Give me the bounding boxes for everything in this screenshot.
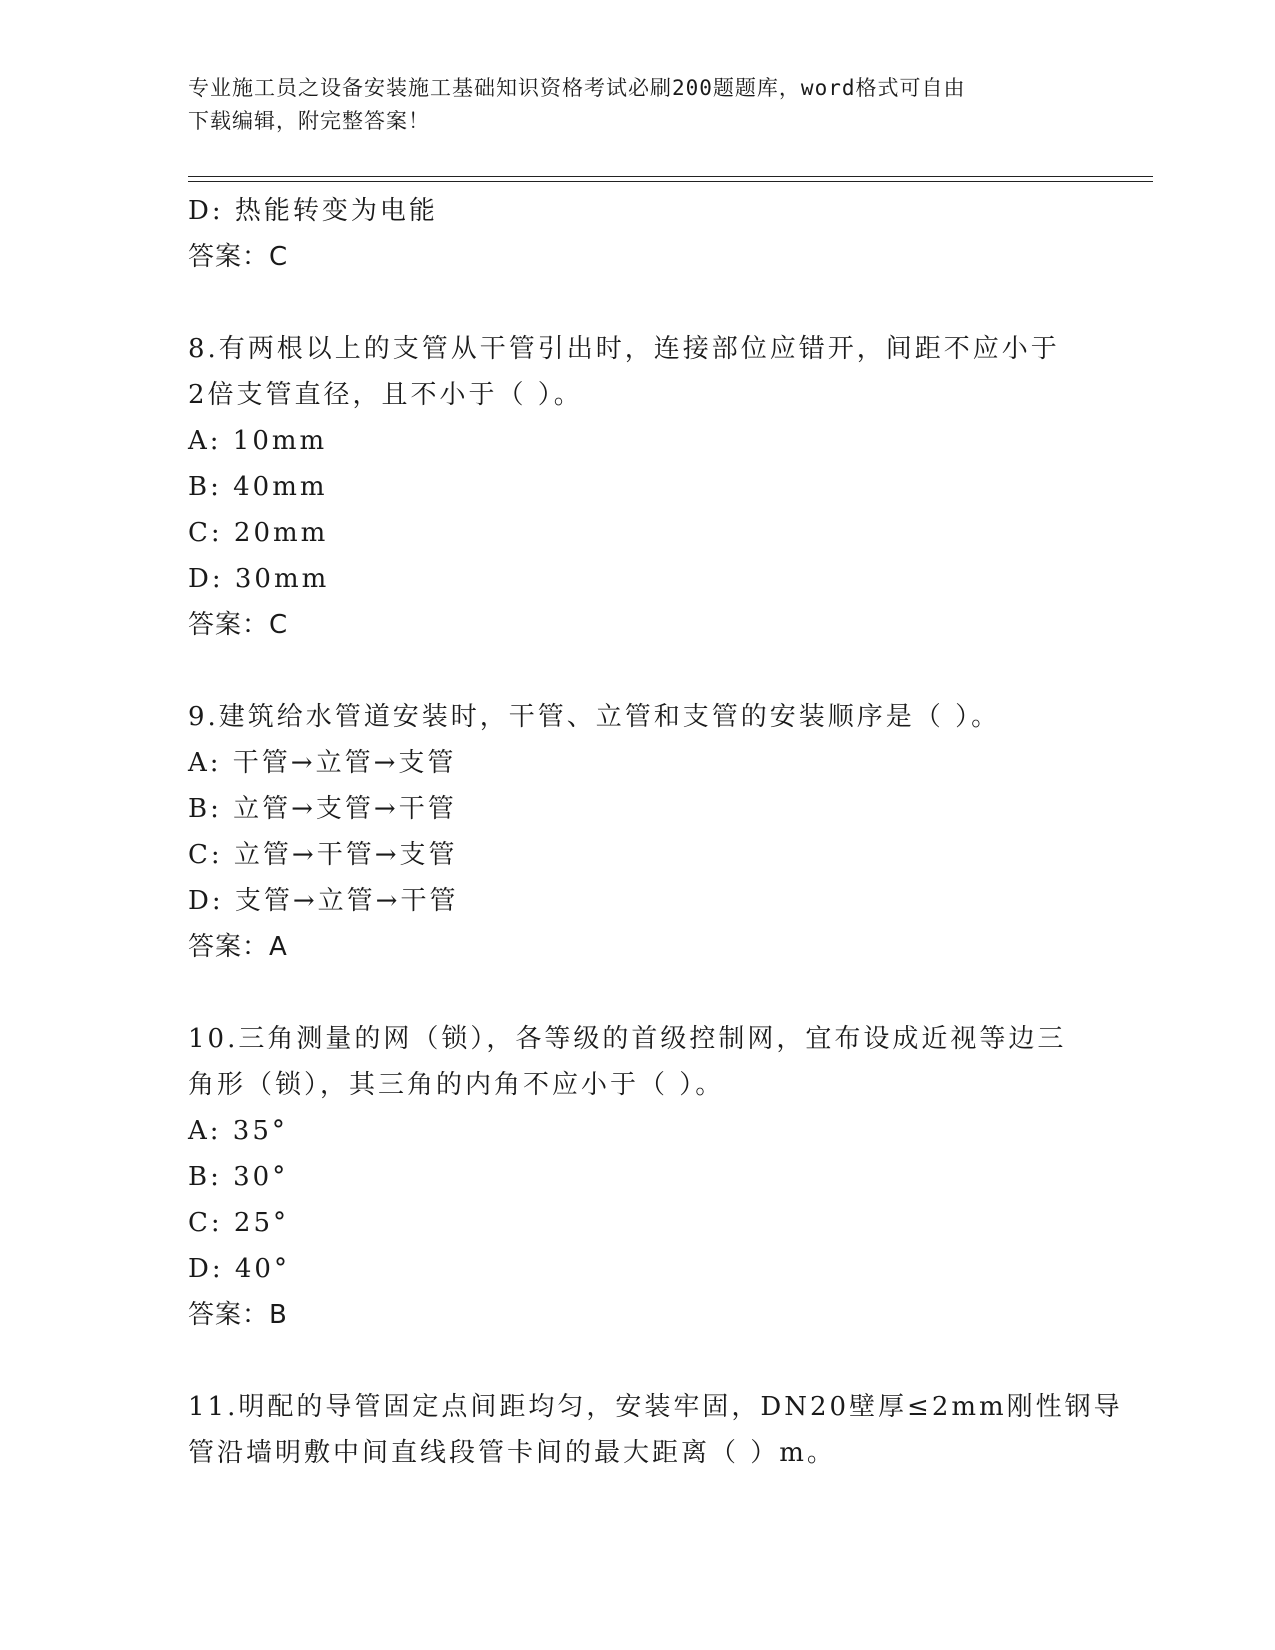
question-text-line-1: 8.有两根以上的支管从干管引出时，连接部位应错开，间距不应小于 <box>188 334 1060 364</box>
option-d: D: 支管→立管→干管 <box>188 886 459 916</box>
question-text-line-1: 11.明配的导管固定点间距均匀，安装牢固，DN20壁厚≤2mm刚性钢导 <box>188 1392 1123 1422</box>
option-a: A: 10mm <box>188 426 328 456</box>
option-a: A: 干管→立管→支管 <box>188 748 457 778</box>
header-divider-bottom <box>188 181 1153 182</box>
option-a: A: 35° <box>188 1116 288 1146</box>
option-b: B: 30° <box>188 1162 289 1192</box>
header-line-1: 专业施工员之设备安装施工基础知识资格考试必刷200题题库，word格式可自由 <box>188 76 966 100</box>
header-divider-top <box>188 176 1153 177</box>
option-d: D: 40° <box>188 1254 290 1284</box>
question-11 <box>188 1384 1123 1476</box>
question-10 <box>188 1016 1088 1338</box>
question-7-tail <box>188 188 1088 280</box>
answer: 答案：C <box>188 610 289 640</box>
option-c: C: 25° <box>188 1208 290 1238</box>
answer: 答案：C <box>188 242 289 272</box>
option-c: C: 立管→干管→支管 <box>188 840 458 870</box>
document-body <box>188 188 1123 1476</box>
question-text-line-1: 10.三角测量的网（锁），各等级的首级控制网，宜布设成近视等边三 <box>188 1024 1067 1054</box>
option-b: B: 40mm <box>188 472 328 502</box>
document-header <box>188 72 1068 138</box>
question-text-line-1: 9.建筑给水管道安装时，干管、立管和支管的安装顺序是（ ）。 <box>188 702 1001 732</box>
question-text-line-2: 2倍支管直径，且不小于（ ）。 <box>188 380 583 410</box>
option-b: B: 立管→支管→干管 <box>188 794 457 824</box>
option-c: C: 20mm <box>188 518 329 548</box>
answer: 答案：B <box>188 1300 288 1330</box>
header-line-2: 下载编辑，附完整答案！ <box>188 109 430 133</box>
question-text-line-2: 管沿墙明敷中间直线段管卡间的最大距离（ ）m。 <box>188 1438 836 1468</box>
question-text-line-2: 角形（锁），其三角的内角不应小于（ ）。 <box>188 1070 725 1100</box>
answer: 答案：A <box>188 932 288 962</box>
question-8 <box>188 326 1088 648</box>
option-d: D: 30mm <box>188 564 330 594</box>
question-9 <box>188 694 1088 970</box>
option-d: D: 热能转变为电能 <box>188 196 438 226</box>
